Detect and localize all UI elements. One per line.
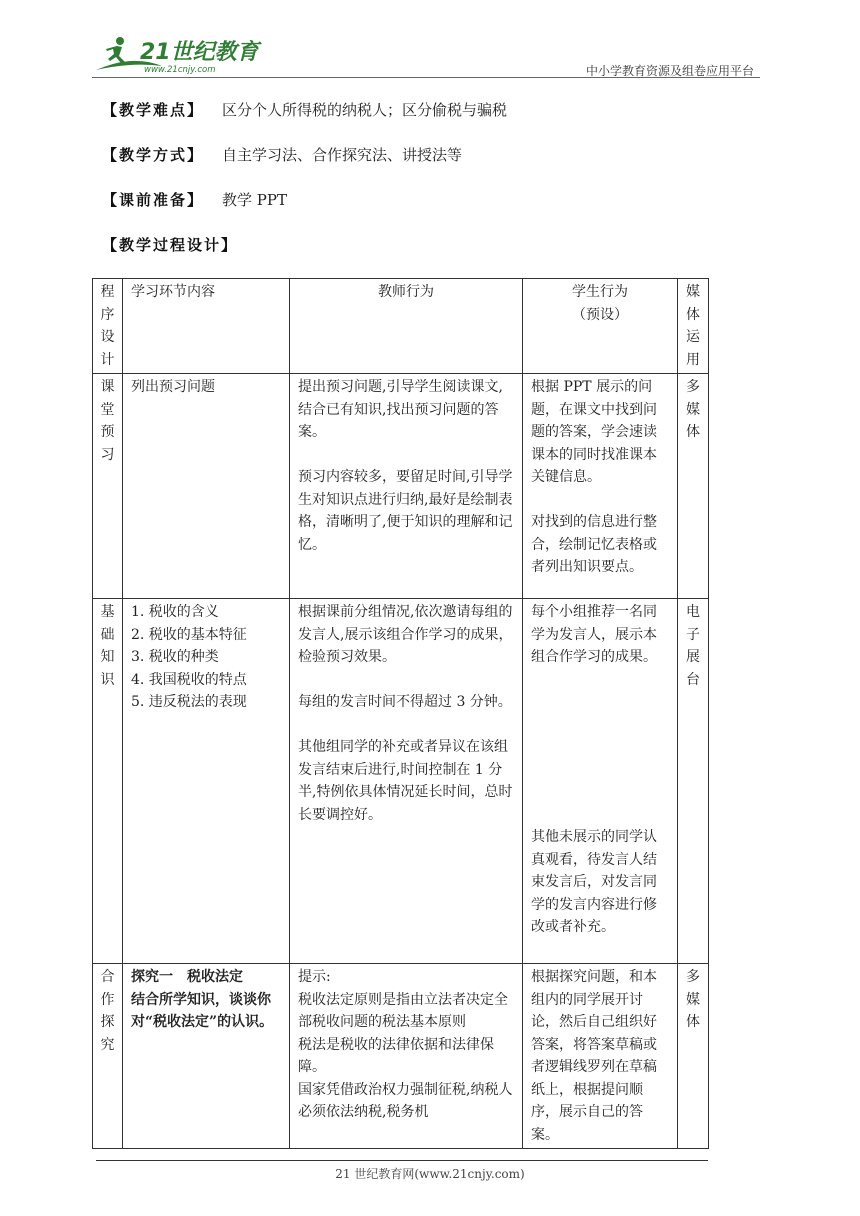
table-row: [93, 599, 709, 964]
row-student: 每个小组推荐一名同学为发言人，展示本组合作学习的成果。 其他未展示的同学认真观看，待发言人结束发言后，对发言同学的发言内容进行修改或者补充。: [523, 599, 678, 964]
header-media: 媒体运用: [678, 279, 709, 374]
section-process: [102, 235, 238, 255]
logo-url: www.21cnjy.com: [144, 65, 216, 75]
section-text: 区分个人所得税的纳税人；区分偷税与骗税: [222, 101, 508, 119]
logo-text: 21世纪教育: [140, 40, 259, 65]
footer-divider: [96, 1160, 708, 1161]
header-content: 学习环节内容: [123, 279, 290, 374]
row-teacher: 提示: 税收法定原则是指由立法者决定全部税收问题的税法基本原则 税法是税收的法律依据和法律保障。 国家凭借政治权力强制征税,纳税人必须依法纳税,税务机: [290, 964, 523, 1149]
table-header-row: [93, 279, 709, 374]
table-row: [93, 374, 709, 599]
header-student: 学生行为 （预设）: [523, 279, 678, 374]
row-stage: 合作探究: [93, 964, 123, 1149]
row-teacher: 提出预习问题,引导学生阅读课文,结合已有知识,找出预习问题的答案。 预习内容较多，要留足时间,引导学生对知识点进行归纳,最好是绘制表格，清晰明了,便于知识的理解和记忆。: [290, 374, 523, 599]
row-stage: 课堂预习: [93, 374, 123, 599]
header-teacher: 教师行为: [290, 279, 523, 374]
section-label: 【教学难点】: [102, 101, 205, 119]
section-label: 【教学过程设计】: [102, 236, 239, 254]
row-content: 列出预习问题: [123, 374, 290, 599]
section-text: 教学 PPT: [222, 191, 287, 209]
process-table: [92, 278, 709, 1149]
footer-text: 21 世纪教育网(www.21cnjy.com): [335, 1167, 525, 1181]
21cnjy-logo-icon: [92, 32, 262, 78]
header-procedure: 程序设计: [93, 279, 123, 374]
row-content: 探究一 税收法定 结合所学知识，谈谈你对“税收法定”的认识。: [123, 964, 290, 1149]
section-label: 【教学方式】: [102, 146, 205, 164]
row-stage: 基础知识: [93, 599, 123, 964]
row-media: 多媒体: [678, 964, 709, 1149]
row-media: 多媒体: [678, 374, 709, 599]
row-student: 根据 PPT 展示的问题，在课文中找到问题的答案，学会速读课本的同时找准课本关键信息。 对找到的信息进行整合，绘制记忆表格或者列出知识要点。: [523, 374, 678, 599]
row-media: 电子展台: [678, 599, 709, 964]
section-label: 【课前准备】: [102, 191, 205, 209]
page-header: [92, 32, 760, 80]
section-method: [102, 145, 463, 165]
row-student: 根据探究问题，和本组内的同学展开讨论，然后自己组织好答案，将答案草稿或者逻辑线罗列在草稿纸上，根据提问顺序，展示自己的答案。: [523, 964, 678, 1149]
row-teacher: 根据课前分组情况,依次邀请每组的发言人,展示该组合作学习的成果，检验预习效果。 每组的发言时间不得超过 3 分钟。 其他组同学的补充或者异议在该组发言结束后进行,时间控制在 1 分半,特例依具体情况延长时间，总时长要调控好。: [290, 599, 523, 964]
section-text: 自主学习法、合作探究法、讲授法等: [222, 146, 463, 164]
section-difficulty: [102, 100, 508, 120]
platform-name: 中小学教育资源及组卷应用平台: [585, 64, 754, 78]
row-content: 1. 税收的含义 2. 税收的基本特征 3. 税收的种类 4. 我国税收的特点 5. 违反税法的表现: [123, 599, 290, 964]
section-preparation: [102, 190, 287, 210]
table-row: [93, 964, 709, 1149]
header-divider: [92, 77, 760, 78]
